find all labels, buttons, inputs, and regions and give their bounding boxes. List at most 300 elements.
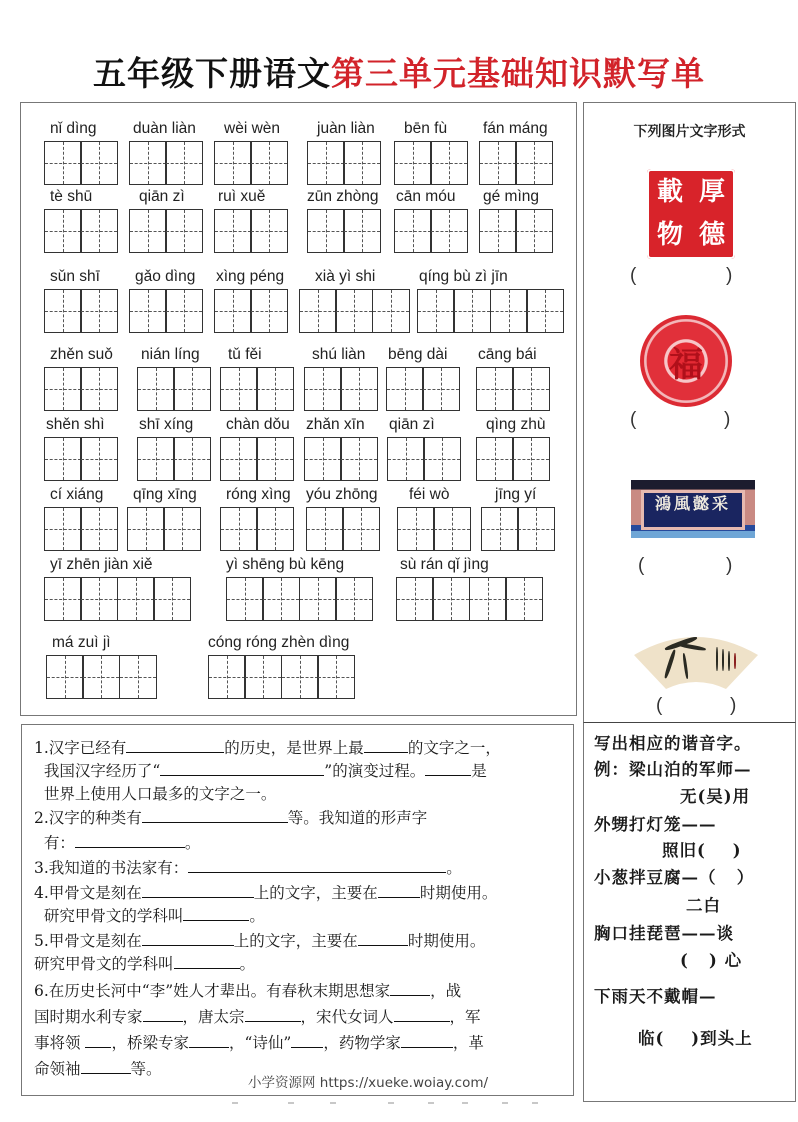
writing-cell[interactable]: [430, 141, 468, 185]
pinyin-label: qìng zhù: [486, 416, 546, 433]
pinyin-word: [304, 345, 378, 411]
writing-cell[interactable]: [335, 577, 373, 621]
writing-cell[interactable]: [476, 437, 514, 481]
writing-cell[interactable]: [250, 209, 288, 253]
writing-cell[interactable]: [163, 507, 201, 551]
pinyin-word: [44, 267, 118, 333]
pinyin-label: qiān zì: [139, 188, 185, 205]
writing-cell[interactable]: [387, 437, 425, 481]
writing-cell[interactable]: [117, 577, 155, 621]
writing-cell[interactable]: [220, 367, 258, 411]
pinyin-label: féi wò: [409, 486, 450, 503]
pinyin-label: tè shū: [50, 188, 93, 205]
pinyin-label: qíng bù zì jīn: [419, 268, 508, 285]
tianzige-boxes: [214, 209, 288, 253]
writing-cell[interactable]: [479, 209, 517, 253]
writing-cell[interactable]: [80, 209, 118, 253]
question-line: [34, 980, 461, 1002]
pinyin-word: [481, 485, 555, 551]
images-heading: 下列图片文字形式: [633, 124, 746, 140]
pinyin-label: fán máng: [483, 120, 548, 137]
writing-cell[interactable]: [515, 141, 553, 185]
question-text: 命领袖: [34, 1060, 81, 1078]
homophone-line: 照旧( ): [662, 841, 742, 860]
pinyin-label: chàn dǒu: [226, 416, 290, 433]
tianzige-boxes: [44, 289, 118, 333]
writing-cell[interactable]: [214, 289, 252, 333]
writing-cell[interactable]: [335, 289, 373, 333]
tianzige-boxes: [476, 437, 550, 481]
writing-cell[interactable]: [417, 289, 455, 333]
question-text: 。: [184, 834, 201, 852]
pinyin-label: yóu zhōng: [306, 486, 378, 503]
tianzige-boxes: [396, 577, 543, 621]
seal-glyph: 物: [656, 220, 683, 250]
tianzige-boxes: [214, 141, 288, 185]
pinyin-word: [129, 119, 203, 185]
writing-cell[interactable]: [512, 437, 550, 481]
writing-cell[interactable]: [244, 655, 282, 699]
pinyin-label: cóng róng zhèn dìng: [208, 634, 350, 651]
question-text: ，桥梁专家: [111, 1034, 189, 1052]
pinyin-word: [387, 415, 461, 481]
question-line: [34, 953, 255, 975]
answer-blank[interactable]: [364, 737, 408, 753]
pinyin-word: [386, 345, 460, 411]
tianzige-boxes: [44, 141, 118, 185]
seal-glyph: 厚: [698, 177, 725, 207]
scan-specks: [230, 1102, 560, 1108]
pinyin-label: ruì xuě: [218, 188, 266, 205]
pinyin-word: [44, 345, 118, 411]
calligraphy-plaque-image: [631, 480, 755, 538]
writing-cell[interactable]: [481, 507, 519, 551]
writing-cell[interactable]: [307, 209, 345, 253]
pinyin-word: [46, 633, 157, 699]
answer-blank[interactable]: [390, 980, 430, 996]
pinyin-word: [220, 415, 294, 481]
plaque-text: 鴻風懿采: [641, 490, 745, 530]
pinyin-label: xià yì shi: [315, 268, 376, 285]
question-text: 3.我知道的书法家有：: [34, 859, 189, 877]
question-text: ，宋代女词人: [300, 1008, 394, 1026]
writing-cell[interactable]: [397, 507, 435, 551]
question-text: 。: [446, 859, 462, 877]
writing-cell[interactable]: [80, 437, 118, 481]
writing-cell[interactable]: [422, 367, 460, 411]
tianzige-boxes: [137, 367, 211, 411]
question-line: [34, 807, 427, 829]
answer-blank[interactable]: [425, 760, 471, 776]
writing-cell[interactable]: [299, 577, 337, 621]
writing-cell[interactable]: [80, 577, 118, 621]
tianzige-boxes: [387, 437, 461, 481]
homophone-panel: [583, 722, 796, 1102]
pinyin-label: nǐ dìng: [50, 120, 97, 137]
writing-cell[interactable]: [80, 367, 118, 411]
writing-cell[interactable]: [220, 507, 258, 551]
question-text: 1.汉字已经有: [34, 739, 127, 757]
pinyin-word: [417, 267, 564, 333]
answer-blank[interactable]: [189, 1032, 229, 1048]
question-text: 等。我知道的形声字: [287, 809, 428, 827]
tianzige-boxes: [127, 507, 201, 551]
homophone-line: 胸口挂琵琶——谈: [594, 924, 734, 943]
writing-cell[interactable]: [119, 655, 157, 699]
question-text: 时期使用。: [407, 932, 486, 950]
writing-cell[interactable]: [214, 209, 252, 253]
fill-in-questions-panel: [21, 724, 574, 1096]
question-text: 6.在历史长河中“李”姓人才辈出。有春秋末期思想家: [34, 982, 391, 1000]
writing-cell[interactable]: [44, 209, 82, 253]
pinyin-label: qīng xīng: [133, 486, 197, 503]
question-text: 有：: [34, 834, 75, 852]
writing-cell[interactable]: [80, 289, 118, 333]
question-text: ”的演变过程。: [324, 762, 426, 780]
writing-cell[interactable]: [281, 655, 319, 699]
homophone-line: 下雨天不戴帽—: [594, 987, 717, 1006]
tianzige-boxes: [386, 367, 460, 411]
homophone-line: 写出相应的谐音字。: [594, 734, 752, 753]
pinyin-word: [394, 119, 468, 185]
question-text: 上的文字，主要在: [233, 932, 358, 950]
writing-cell[interactable]: [340, 367, 378, 411]
seal-glyph: 德: [698, 220, 725, 250]
writing-cell[interactable]: [299, 289, 337, 333]
pinyin-word: [394, 187, 468, 253]
question-text: 的历史，是世界上最: [224, 739, 364, 757]
title-red-part: 第三单元基础知识默写单: [331, 54, 705, 93]
question-text: 4.甲骨文是刻在: [34, 884, 142, 902]
writing-cell[interactable]: [517, 507, 555, 551]
pinyin-word: [299, 267, 410, 333]
tianzige-boxes: [417, 289, 564, 333]
answer-blank[interactable]: [142, 807, 288, 823]
pinyin-word: [397, 485, 471, 551]
question-line: [34, 882, 497, 904]
writing-cell[interactable]: [526, 289, 564, 333]
answer-blank[interactable]: [75, 832, 185, 848]
writing-cell[interactable]: [423, 437, 461, 481]
tianzige-boxes: [44, 367, 118, 411]
writing-cell[interactable]: [453, 289, 491, 333]
pinyin-dictation-panel: [20, 102, 577, 716]
writing-cell[interactable]: [127, 507, 165, 551]
script-style-images-panel: 下列图片文字形式 載 厚 物 德 ( ) 福 ( ) 鴻風懿采 ( ) ( ): [583, 102, 796, 722]
writing-cell[interactable]: [512, 367, 550, 411]
question-text: 是: [471, 762, 487, 780]
tianzige-boxes: [220, 507, 294, 551]
pinyin-label: wèi wèn: [224, 120, 280, 137]
question-text: ，药物学家: [323, 1034, 401, 1052]
writing-cell[interactable]: [173, 367, 211, 411]
writing-cell[interactable]: [220, 437, 258, 481]
pinyin-word: [214, 187, 288, 253]
writing-cell[interactable]: [306, 507, 344, 551]
answer-blank[interactable]: [188, 857, 446, 873]
pinyin-label: yī zhēn jiàn xiě: [50, 556, 153, 573]
question-text: 研究甲骨文的学科叫: [34, 955, 174, 973]
writing-cell[interactable]: [250, 289, 288, 333]
fu-glyph: 福: [669, 344, 703, 385]
writing-cell[interactable]: [256, 507, 294, 551]
pinyin-word: [307, 187, 381, 253]
pinyin-label: cí xiáng: [50, 486, 104, 503]
writing-cell[interactable]: [153, 577, 191, 621]
writing-cell[interactable]: [372, 289, 410, 333]
writing-cell[interactable]: [82, 655, 120, 699]
question-text: ，军: [449, 1008, 481, 1026]
pinyin-label: cāng bái: [478, 346, 537, 363]
tianzige-boxes: [44, 577, 191, 621]
pinyin-word: [137, 345, 211, 411]
tianzige-boxes: [394, 209, 468, 253]
writing-cell[interactable]: [396, 577, 434, 621]
question-text: 等。: [130, 1060, 162, 1078]
tianzige-boxes: [307, 141, 381, 185]
watermark: 小学资源网 https://xueke.woiay.com/: [248, 1075, 489, 1091]
question-line: [34, 1058, 162, 1080]
writing-cell[interactable]: [394, 141, 432, 185]
pinyin-label: gé mìng: [483, 188, 540, 205]
pinyin-word: [476, 415, 550, 481]
title-black-part: 五年级下册语文: [93, 54, 331, 93]
question-text: 我国汉字经历了“: [34, 762, 161, 780]
pinyin-word: [44, 187, 118, 253]
pinyin-word: [214, 267, 288, 333]
pinyin-label: bēn fù: [404, 120, 448, 137]
question-text: 国时期水利专家: [34, 1008, 143, 1026]
writing-cell[interactable]: [505, 577, 543, 621]
pinyin-label: róng xìng: [226, 486, 291, 503]
pinyin-label: sù rán qǐ jìng: [400, 556, 489, 573]
writing-cell[interactable]: [44, 507, 82, 551]
question-text: 。: [239, 955, 256, 973]
writing-cell[interactable]: [44, 289, 82, 333]
writing-cell[interactable]: [304, 367, 342, 411]
question-text: 2.汉字的种类有: [34, 809, 142, 827]
writing-cell[interactable]: [304, 437, 342, 481]
pinyin-label: duàn liàn: [133, 120, 196, 137]
answer-blank[interactable]: [81, 1058, 131, 1074]
writing-cell[interactable]: [173, 437, 211, 481]
pinyin-word: [220, 345, 294, 411]
tianzige-boxes: [299, 289, 410, 333]
writing-cell[interactable]: [343, 141, 381, 185]
tianzige-boxes: [44, 437, 118, 481]
answer-blank[interactable]: [85, 1032, 111, 1048]
writing-cell[interactable]: [307, 141, 345, 185]
pinyin-label: yì shēng bù kēng: [226, 556, 345, 573]
answer-blank[interactable]: [126, 737, 224, 753]
writing-cell[interactable]: [165, 141, 203, 185]
writing-cell[interactable]: [129, 141, 167, 185]
pinyin-word: [127, 485, 201, 551]
question-text: ，战: [430, 982, 462, 1000]
answer-blank[interactable]: [160, 760, 324, 776]
writing-cell[interactable]: [340, 437, 378, 481]
answer-blank[interactable]: [358, 930, 408, 946]
question-line: [34, 930, 485, 952]
question-text: 事将领: [34, 1034, 86, 1052]
pinyin-label: shěn shì: [46, 416, 105, 433]
pinyin-word: [306, 485, 380, 551]
homophone-line: 外甥打灯笼——: [594, 815, 717, 834]
writing-cell[interactable]: [165, 209, 203, 253]
question-text: ，革: [452, 1034, 484, 1052]
writing-cell[interactable]: [342, 507, 380, 551]
homophone-line: 临( )到头上: [638, 1029, 753, 1048]
question-text: ，“诗仙”: [228, 1034, 292, 1052]
writing-cell[interactable]: [44, 577, 82, 621]
question-line: [34, 760, 487, 782]
tianzige-boxes: [304, 437, 378, 481]
pinyin-word: [479, 119, 553, 185]
answer-blank[interactable]: [142, 930, 234, 946]
homophone-line: 小葱拌豆腐—（ ）: [594, 868, 755, 887]
writing-cell[interactable]: [476, 367, 514, 411]
pinyin-word: [396, 555, 543, 621]
pinyin-word: [479, 187, 553, 253]
answer-blank[interactable]: [143, 1006, 183, 1022]
tianzige-boxes: [394, 141, 468, 185]
pinyin-word: [129, 187, 203, 253]
tianzige-boxes: [306, 507, 380, 551]
pinyin-word: [44, 415, 118, 481]
answer-blank[interactable]: [142, 882, 254, 898]
writing-cell[interactable]: [44, 437, 82, 481]
page-title: [0, 48, 798, 95]
writing-cell[interactable]: [469, 577, 507, 621]
writing-cell[interactable]: [479, 141, 517, 185]
homophone-line: 无(吴)用: [680, 787, 751, 806]
tianzige-boxes: [481, 507, 555, 551]
pinyin-label: cān móu: [396, 188, 456, 205]
writing-cell[interactable]: [129, 209, 167, 253]
pinyin-label: sǔn shī: [50, 268, 100, 285]
pinyin-label: zhěn suǒ: [50, 346, 113, 363]
writing-cell[interactable]: [137, 437, 175, 481]
tianzige-boxes: [479, 141, 553, 185]
pinyin-word: [44, 119, 118, 185]
writing-cell[interactable]: [165, 289, 203, 333]
writing-cell[interactable]: [386, 367, 424, 411]
pinyin-word: [208, 633, 355, 699]
tianzige-boxes: [129, 289, 203, 333]
writing-cell[interactable]: [343, 209, 381, 253]
writing-cell[interactable]: [44, 367, 82, 411]
question-text: 5.甲骨文是刻在: [34, 932, 142, 950]
question-line: [34, 905, 265, 927]
seal-glyph: 載: [656, 177, 683, 207]
question-text: ，唐太宗: [182, 1008, 245, 1026]
question-line: [34, 832, 200, 854]
writing-cell[interactable]: [80, 507, 118, 551]
tianzige-boxes: [220, 367, 294, 411]
answer-blank[interactable]: [174, 953, 240, 969]
homophone-line: 二白: [686, 896, 721, 915]
writing-cell[interactable]: [137, 367, 175, 411]
writing-cell[interactable]: [433, 507, 471, 551]
pinyin-word: [44, 485, 118, 551]
answer-blank[interactable]: [378, 882, 420, 898]
pinyin-label: shú liàn: [312, 346, 366, 363]
writing-cell[interactable]: [46, 655, 84, 699]
tianzige-boxes: [479, 209, 553, 253]
pinyin-label: tǔ fěi: [228, 346, 262, 363]
writing-cell[interactable]: [129, 289, 167, 333]
tianzige-boxes: [214, 289, 288, 333]
writing-cell[interactable]: [515, 209, 553, 253]
question-line: [34, 783, 276, 805]
tianzige-boxes: [226, 577, 373, 621]
writing-cell[interactable]: [256, 437, 294, 481]
pinyin-word: [129, 267, 203, 333]
question-text: 研究甲骨文的学科叫: [34, 907, 184, 925]
tianzige-boxes: [307, 209, 381, 253]
pinyin-label: jīng yí: [495, 486, 537, 503]
answer-blank[interactable]: [394, 1006, 450, 1022]
answer-blank[interactable]: [291, 1032, 323, 1048]
writing-cell[interactable]: [394, 209, 432, 253]
pinyin-word: [304, 415, 378, 481]
question-text: 。: [249, 907, 265, 925]
tianzige-boxes: [44, 507, 118, 551]
tianzige-boxes: [220, 437, 294, 481]
pinyin-label: juàn liàn: [317, 120, 375, 137]
writing-cell[interactable]: [226, 577, 264, 621]
question-text: 的文字之一，: [407, 739, 501, 757]
question-line: [34, 1032, 484, 1054]
question-text: 时期使用。: [419, 884, 498, 902]
round-fu-seal-image: [640, 315, 732, 407]
tianzige-boxes: [44, 209, 118, 253]
writing-cell[interactable]: [490, 289, 528, 333]
writing-cell[interactable]: [208, 655, 246, 699]
writing-cell[interactable]: [80, 141, 118, 185]
pinyin-label: zūn zhòng: [307, 188, 379, 205]
writing-cell[interactable]: [262, 577, 300, 621]
square-seal-image: [647, 169, 735, 259]
answer-blank[interactable]: [183, 905, 249, 921]
tianzige-boxes: [208, 655, 355, 699]
writing-cell[interactable]: [256, 367, 294, 411]
fan-painting-image: [634, 627, 758, 689]
writing-cell[interactable]: [250, 141, 288, 185]
pinyin-word: [220, 485, 294, 551]
writing-cell[interactable]: [44, 141, 82, 185]
question-line: [34, 737, 501, 759]
question-text: 上的文字，主要在: [253, 884, 378, 902]
writing-cell[interactable]: [430, 209, 468, 253]
pinyin-label: bēng dài: [388, 346, 448, 363]
question-line: [34, 1006, 481, 1028]
pinyin-word: [137, 415, 211, 481]
pinyin-word: [226, 555, 373, 621]
answer-blank[interactable]: [245, 1006, 301, 1022]
homophone-line: ( ) 心: [680, 951, 743, 970]
pinyin-word: [44, 555, 191, 621]
writing-cell[interactable]: [317, 655, 355, 699]
pinyin-word: [214, 119, 288, 185]
pinyin-word: [307, 119, 381, 185]
writing-cell[interactable]: [432, 577, 470, 621]
question-text: 世界上使用人口最多的文字之一。: [34, 785, 277, 803]
writing-cell[interactable]: [214, 141, 252, 185]
tianzige-boxes: [129, 209, 203, 253]
answer-blank[interactable]: [401, 1032, 453, 1048]
pinyin-label: nián líng: [141, 346, 200, 363]
